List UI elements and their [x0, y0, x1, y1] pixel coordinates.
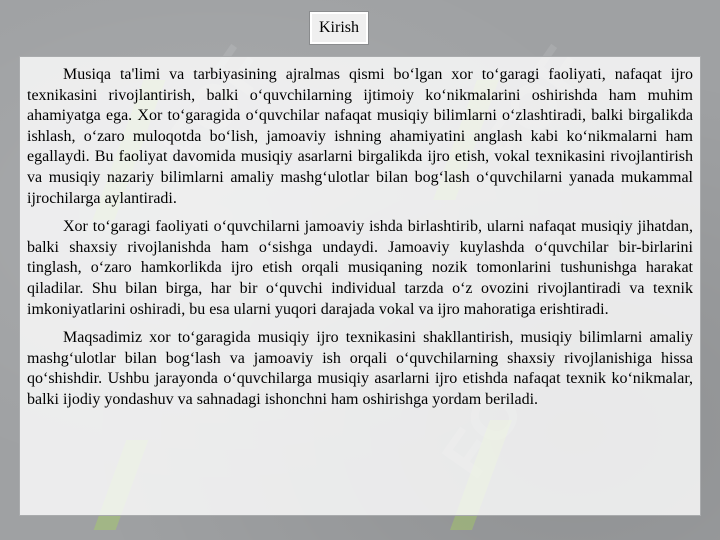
content-panel: [19, 56, 701, 516]
slide-title: Kirish: [309, 11, 369, 45]
paragraph-2: Xor to‘garagi faoliyati o‘quvchilarni jamoaviy ishda birlashtirib, ularni nafaqat musiqiy jihatdan, balki shaxsiy rivojlanishda ham o‘sishga undaydi. Jamoaviy kuylashda o‘quvchilar bir-birlarini tinglash, o‘zaro hamkorlikda ijro etish orqali musiqaning nozik tomonlarini tushunishga harakat qiladilar. Shu bilan birga, har bir o‘quvchi individual tarzda o‘z ovozini rivojlantiradi va texnik imkoniyatlarini oshiradi, bu esa ularni yuqori darajada vokal va ijro mahoratiga erishtiradi.: [27, 218, 693, 318]
paragraph-1: Musiqa ta'limi va tarbiyasining ajralmas qismi bo‘lgan xor to‘garagi faoliyati, nafaqat ijro texnikasini rivojlantirish, balki o‘quvchilarning ijtimoiy ko‘nikmalarini oshirishda ham muhim ahamiyatga ega. Xor to‘garagida o‘quvchilar nafaqat musiqiy bilimlarni o‘zlashtiradi, balki birgalikda ishlash, o‘zaro muloqotda bo‘lish, jamoaviy ishning ahamiyatini anglash kabi ko‘nikmalarni ham egallaydi. Bu faoliyat davomida musiqiy asarlarni birgalikda ijro etish, vokal texnikasini rivojlantirish va musiqiy nazariy bilimlarni amaliy mashg‘ulotlar bilan bog‘lash o‘quvchilarni yanada mukammal ijrochilarga aylantiradi.: [27, 66, 693, 207]
paragraph-3: Maqsadimiz xor to‘garagida musiqiy ijro texnikasini shakllantirish, musiqiy bilimlarni amaliy mashg‘ulotlar bilan bog‘lash va jamoaviy ish orqali o‘quvchilarning shaxsiy rivojlanishiga hissa qo‘shishdir. Ushbu jarayonda o‘quvchilarga musiqiy asarlarni ijro etishda nafaqat texnik ko‘nikmalar, balki ijodiy yondashuv va sahnadagi ishonchni ham oshirishga yordam beriladi.: [27, 329, 693, 408]
